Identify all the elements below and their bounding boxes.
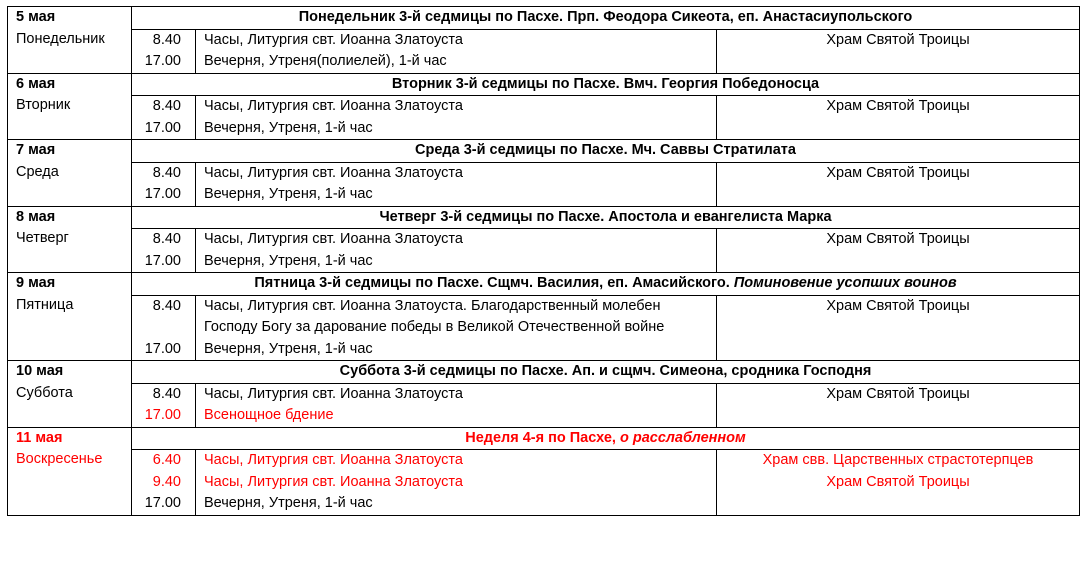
day-title (132, 7, 1080, 30)
service-name: Всенощное бдение (196, 405, 717, 427)
service-row (8, 339, 1080, 361)
service-name: Часы, Литургия свт. Иоанна Златоуста (196, 162, 717, 184)
service-row (8, 184, 1080, 206)
day-title-text: Неделя 4-я по Пасхе, (465, 429, 616, 446)
day-title (132, 140, 1080, 163)
service-row (8, 405, 1080, 427)
day-date-cell (8, 140, 132, 207)
day-title-text: Среда 3-й седмицы по Пасхе. Мч. Саввы Стратилата (415, 142, 796, 158)
service-time: 6.40 (132, 450, 196, 472)
day-title (132, 206, 1080, 229)
service-place: Храм Святой Троицы (717, 96, 1080, 118)
day-title-row (8, 140, 1080, 163)
service-time: 8.40 (132, 229, 196, 251)
service-name: Вечерня, Утреня, 1-й час (196, 339, 717, 361)
service-time: 17.00 (132, 118, 196, 140)
day-date-cell (8, 273, 132, 361)
service-name: Вечерня, Утреня, 1-й час (196, 118, 717, 140)
service-time: 17.00 (132, 51, 196, 73)
day-date: 5 мая (16, 9, 56, 25)
day-title-text: Суббота 3-й седмицы по Пасхе. Ап. и сщмч. Симеона, сродника Господня (339, 363, 872, 379)
service-place: Храм свв. Царственных страстотерпцев (717, 450, 1080, 472)
service-place: Храм Святой Троицы (717, 295, 1080, 339)
service-time: 8.40 (132, 29, 196, 51)
day-title-note: о расслабленном (619, 429, 746, 446)
service-place: Храм Святой Троицы (717, 162, 1080, 184)
service-time: 17.00 (132, 184, 196, 206)
day-title-note: Поминовение усопших воинов (733, 275, 957, 291)
service-time: 17.00 (132, 493, 196, 515)
day-date-cell (8, 206, 132, 273)
service-place (717, 184, 1080, 206)
service-row (8, 295, 1080, 339)
service-name: Часы, Литургия свт. Иоанна Златоуста (196, 450, 717, 472)
day-date-cell (8, 427, 132, 515)
day-title (132, 73, 1080, 96)
service-row (8, 229, 1080, 251)
service-row (8, 251, 1080, 273)
service-name: Часы, Литургия свт. Иоанна Златоуста (196, 229, 717, 251)
day-title-row (8, 361, 1080, 384)
service-place (717, 339, 1080, 361)
day-date: 9 мая (16, 275, 56, 291)
day-title-text: Четверг 3-й седмицы по Пасхе. Апостола и евангелиста Марка (379, 208, 832, 225)
day-weekday: Вторник (16, 97, 71, 113)
service-time: 17.00 (132, 405, 196, 427)
service-place (717, 118, 1080, 140)
service-name: Вечерня, Утреня(полиелей), 1-й час (196, 51, 717, 73)
service-place: Храм Святой Троицы (717, 472, 1080, 494)
day-title-row (8, 427, 1080, 450)
service-row (8, 493, 1080, 515)
service-place: Храм Святой Троицы (717, 383, 1080, 405)
day-title-text: Пятница 3-й седмицы по Пасхе. Сщмч. Василия, еп. Амасийского. (254, 275, 730, 291)
day-weekday: Понедельник (16, 30, 105, 47)
day-date: 7 мая (16, 142, 56, 158)
service-row (8, 450, 1080, 472)
service-row (8, 51, 1080, 73)
day-weekday: Пятница (16, 296, 74, 313)
day-weekday: Четверг (16, 230, 69, 246)
service-row (8, 29, 1080, 51)
service-place: Храм Святой Троицы (717, 229, 1080, 251)
service-time: 8.40 (132, 96, 196, 118)
service-place (717, 51, 1080, 73)
day-weekday: Воскресенье (16, 451, 103, 467)
service-name: Часы, Литургия свт. Иоанна Златоуста. Благодарственный молебен Господу Богу за дарование победы в Великой Отечественной войне (196, 295, 717, 339)
day-date-cell (8, 73, 132, 140)
service-row (8, 118, 1080, 140)
service-row (8, 472, 1080, 494)
service-row (8, 96, 1080, 118)
service-name: Часы, Литургия свт. Иоанна Златоуста (196, 472, 717, 494)
day-date: 10 мая (16, 363, 64, 379)
service-time: 8.40 (132, 162, 196, 184)
service-time: 9.40 (132, 472, 196, 494)
service-name: Вечерня, Утреня, 1-й час (196, 251, 717, 273)
day-date: 8 мая (16, 208, 56, 225)
day-title (132, 273, 1080, 296)
day-title-row (8, 7, 1080, 30)
day-title-row (8, 206, 1080, 229)
day-title-text: Понедельник 3-й седмицы по Пасхе. Прп. Феодора Сикеота, еп. Анастасиупольского (298, 9, 913, 25)
service-name: Вечерня, Утреня, 1-й час (196, 184, 717, 206)
service-time: 8.40 (132, 383, 196, 405)
service-time: 17.00 (132, 251, 196, 273)
day-date: 11 мая (16, 429, 63, 446)
service-row (8, 162, 1080, 184)
service-name: Часы, Литургия свт. Иоанна Златоуста (196, 96, 717, 118)
service-place: Храм Святой Троицы (717, 29, 1080, 51)
schedule-table (7, 6, 1080, 516)
day-weekday: Среда (16, 163, 59, 180)
day-title-text: Вторник 3-й седмицы по Пасхе. Вмч. Георгия Победоносца (391, 75, 820, 92)
day-title-row (8, 73, 1080, 96)
service-place (717, 405, 1080, 427)
service-name: Часы, Литургия свт. Иоанна Златоуста (196, 29, 717, 51)
service-time: 17.00 (132, 339, 196, 361)
day-weekday: Суббота (16, 384, 73, 401)
schedule-body (8, 7, 1080, 516)
service-place (717, 493, 1080, 515)
day-title (132, 427, 1080, 450)
service-name: Вечерня, Утреня, 1-й час (196, 493, 717, 515)
day-date: 6 мая (16, 75, 56, 92)
day-date-cell (8, 361, 132, 428)
service-row (8, 383, 1080, 405)
day-date-cell (8, 7, 132, 74)
service-place (717, 251, 1080, 273)
day-title-row (8, 273, 1080, 296)
service-time: 8.40 (132, 295, 196, 339)
service-name: Часы, Литургия свт. Иоанна Златоуста (196, 383, 717, 405)
day-title (132, 361, 1080, 384)
